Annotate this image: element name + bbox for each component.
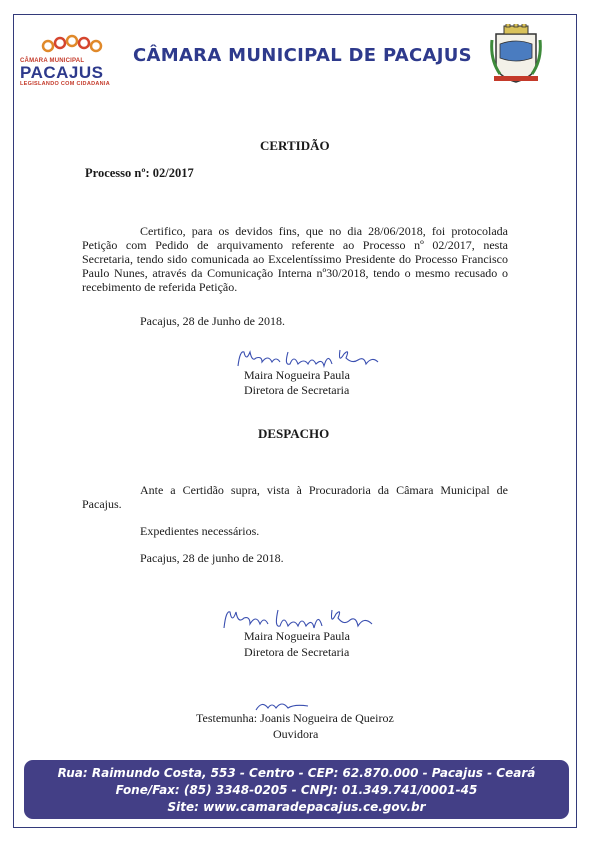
certidao-signer-name: Maira Nogueira Paula bbox=[244, 368, 350, 382]
certidao-signer-role: Diretora de Secretaria bbox=[244, 383, 350, 397]
footer-site: Site: www.camaradepacajus.ce.gov.br bbox=[167, 800, 426, 814]
header-title: CÂMARA MUNICIPAL DE PACAJUS bbox=[133, 45, 472, 66]
despacho-title: DESPACHO bbox=[258, 426, 330, 441]
logo-slogan: LEGISLANDO COM CIDADANIA bbox=[20, 81, 111, 87]
coat-of-arms-icon bbox=[490, 24, 542, 90]
certidao-date: Pacajus, 28 de Junho de 2018. bbox=[140, 314, 285, 328]
certidao-title: CERTIDÃO bbox=[260, 138, 330, 153]
despacho-line-2: Pacajus. bbox=[82, 497, 122, 511]
logo-name: PACAJUS bbox=[20, 63, 104, 82]
witness-line: Testemunha: Joanis Nogueira de Queiroz bbox=[196, 711, 394, 725]
witness-role: Ouvidora bbox=[273, 727, 319, 741]
despacho-signer-role: Diretora de Secretaria bbox=[244, 645, 350, 659]
despacho-date: Pacajus, 28 de junho de 2018. bbox=[140, 551, 284, 565]
camara-logo bbox=[18, 34, 118, 87]
despacho-expedientes: Expedientes necessários. bbox=[140, 524, 260, 538]
logo-top-text: CÂMARA MUNICIPAL bbox=[20, 58, 85, 64]
people-circles-icon bbox=[40, 34, 104, 58]
footer-contact-bar bbox=[24, 760, 569, 819]
processo-number: Processo nº: 02/2017 bbox=[85, 166, 194, 180]
certidao-line-4: Paulo Nunes, através da Comunicação Interna nº30/2018, tendo o mesmo recusado o bbox=[82, 266, 508, 280]
certidao-line-3: Secretaria, tendo sido comunicada ao Excelentíssimo Presidente do Processo Francisco bbox=[82, 252, 508, 266]
certidao-line-2: Petição com Pedido de arquivamento referente ao Processo nº 02/2017, nesta bbox=[82, 238, 508, 252]
certidao-line-5: recebimento de referida Petição. bbox=[82, 280, 238, 294]
footer-phone: Fone/Fax: (85) 3348-0205 - CNPJ: 01.349.741/0001-45 bbox=[115, 783, 478, 797]
despacho-line-1: Ante a Certidão supra, vista à Procuradoria da Câmara Municipal de bbox=[140, 483, 508, 497]
footer-address: Rua: Raimundo Costa, 553 - Centro - CEP: 62.870.000 - Pacajus - Ceará bbox=[57, 766, 536, 780]
despacho-signer-name: Maira Nogueira Paula bbox=[244, 629, 350, 643]
certidao-line-1: Certifico, para os devidos fins, que no dia 28/06/2018, foi protocolada bbox=[140, 224, 508, 238]
